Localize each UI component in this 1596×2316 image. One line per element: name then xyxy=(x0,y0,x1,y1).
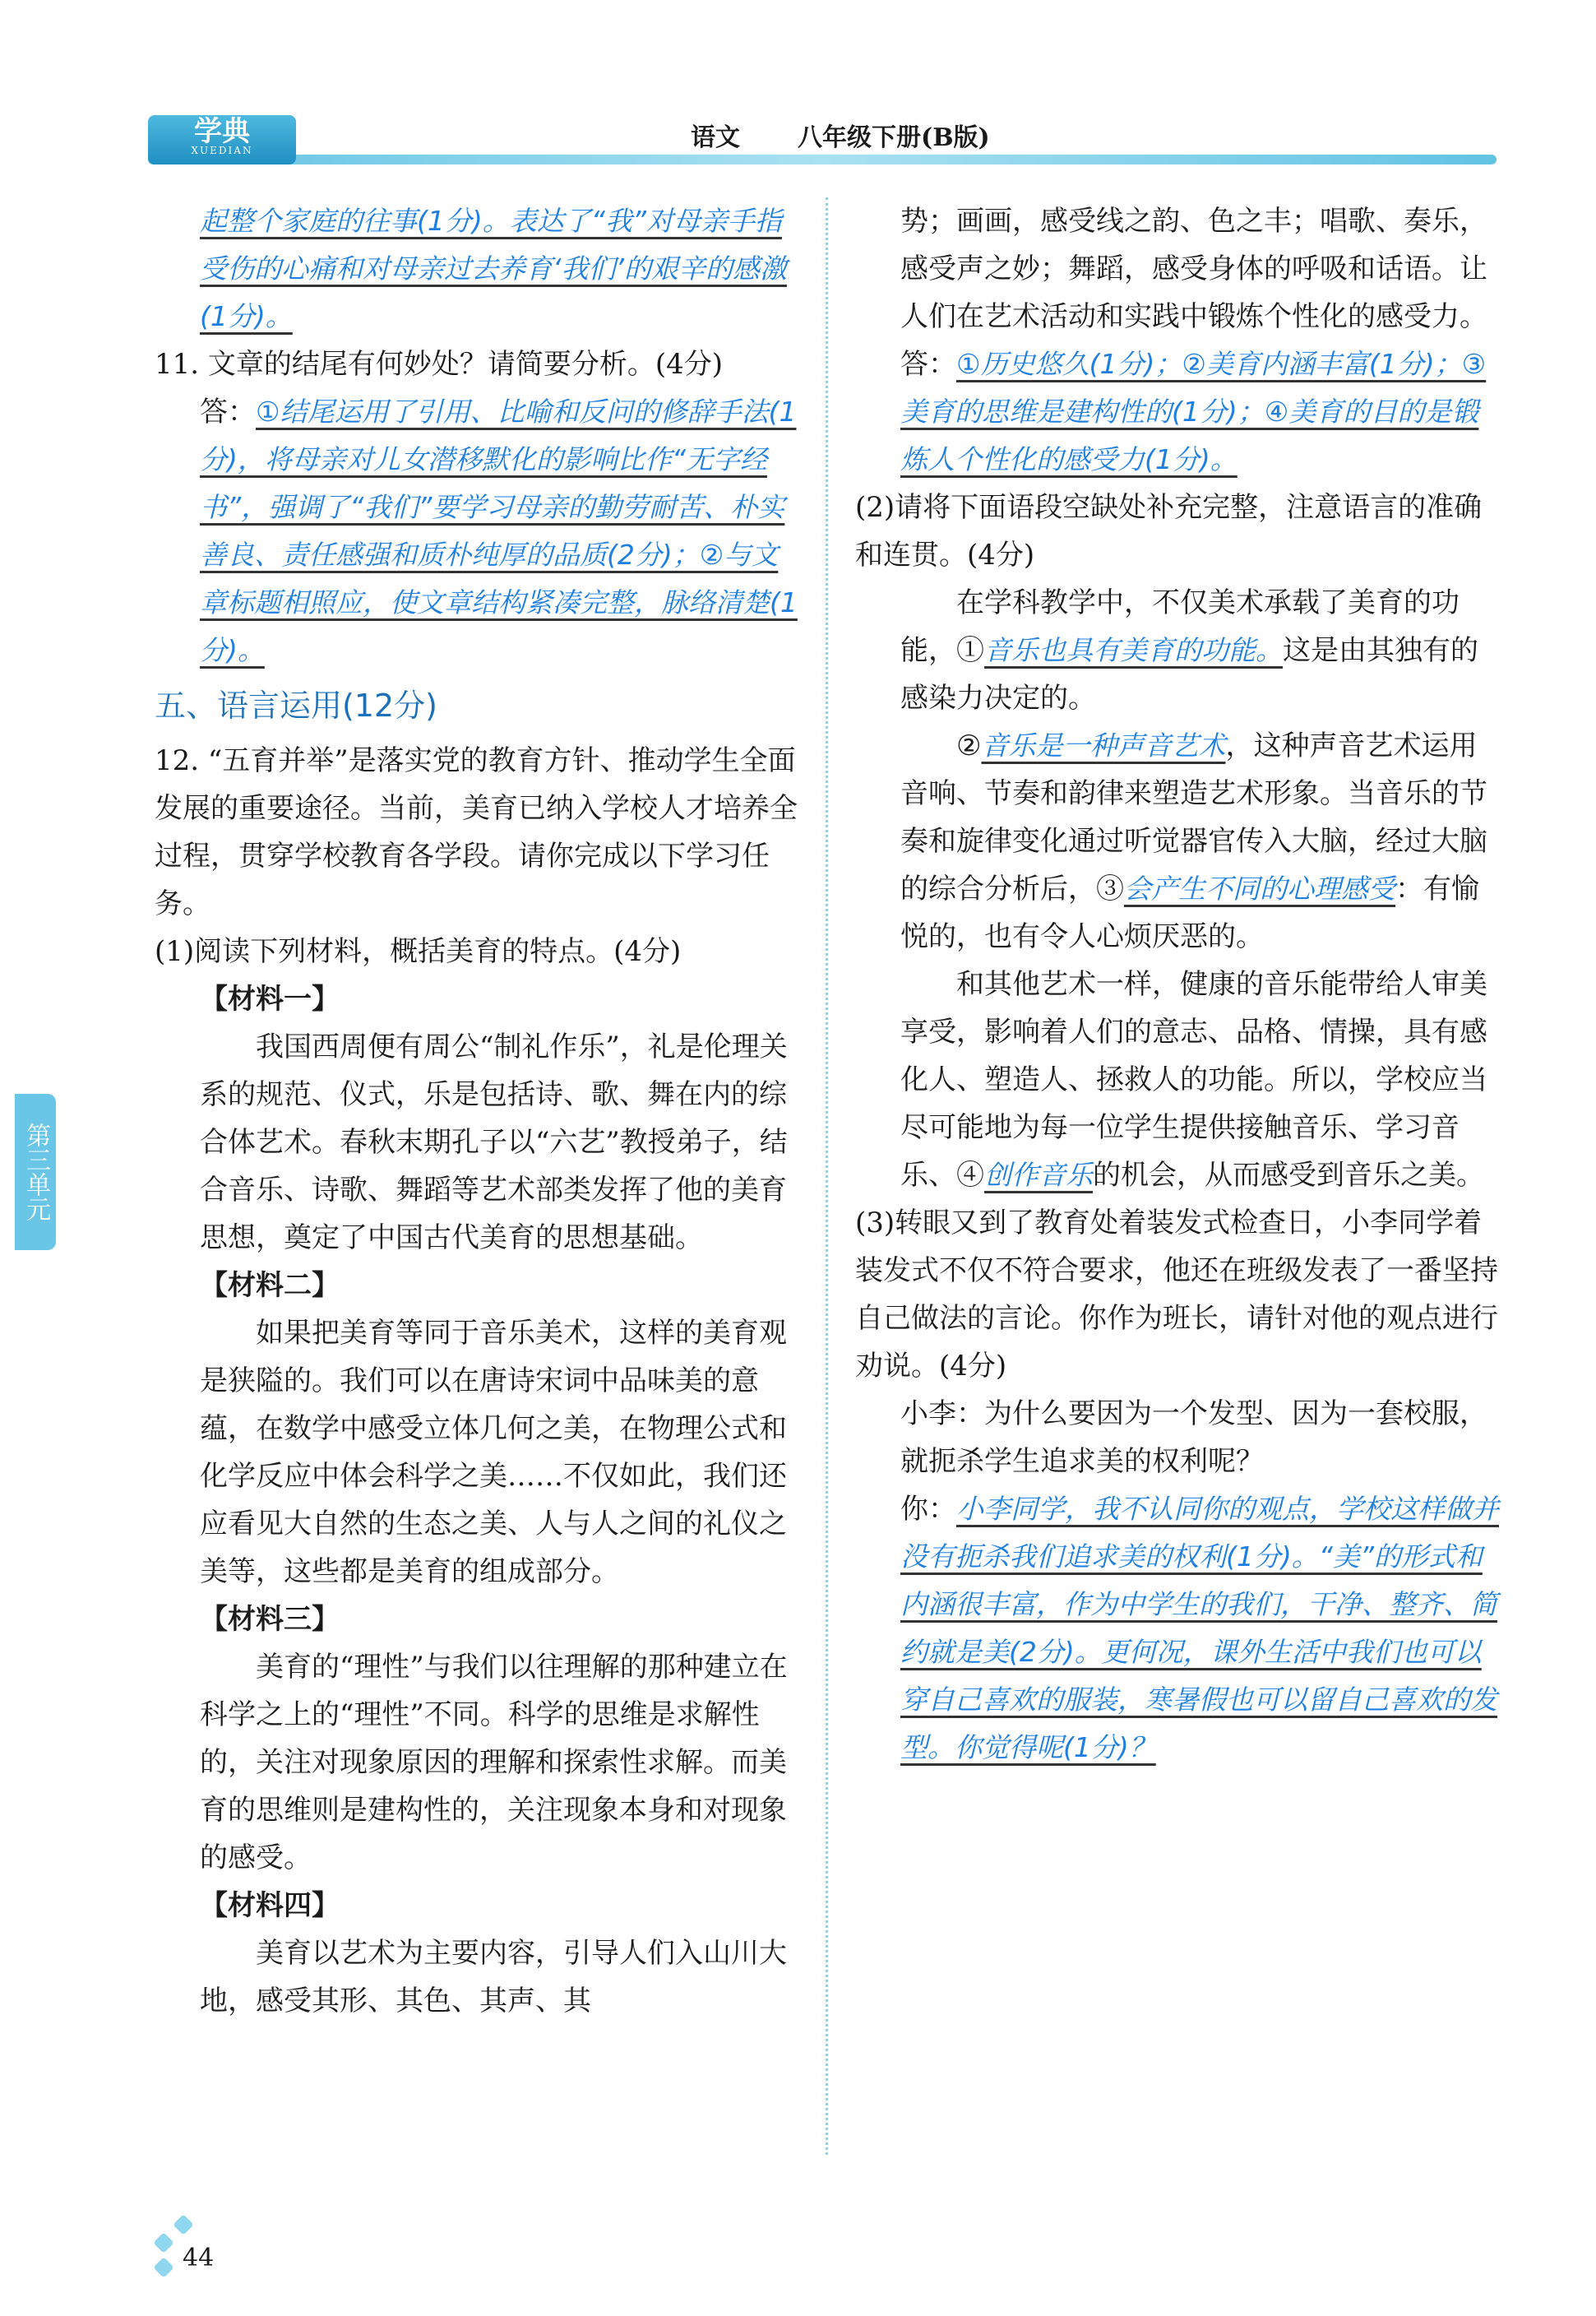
xiaoli-quote: 小李：为什么要因为一个发型、因为一套校服，就扼杀学生追求美的权利呢？ xyxy=(900,1397,1487,1478)
material-4-text: 美育以艺术为主要内容，引导人们入山川大地，感受其形、其色、其声、其 xyxy=(200,1937,787,2017)
decor-hex xyxy=(173,2214,193,2235)
answer-11: 答：①结尾运用了引用、比喻和反问的修辞手法(1分)，将母亲对儿女潜移默化的影响比作“无字经书”，强调了“我们”要学习母亲的勤劳耐苦、朴实善良、责任感强和质朴纯厚的品质(2分)；②与文章标题相照应，使文章结构紧凑完整，脉络清楚(1分)。 xyxy=(200,396,798,666)
decor-hex xyxy=(153,2232,173,2253)
decor-hex xyxy=(153,2257,173,2277)
page-number: 44 xyxy=(183,2244,215,2272)
brand-logo: 学典 XUEDIAN xyxy=(148,115,296,164)
fill-paragraph-1: 在学科教学中，不仅美术承载了美育的功能，①音乐也具有美育的功能。这是由其独有的感染力决定的。 xyxy=(900,586,1478,715)
material-2-text: 如果把美育等同于音乐美术，这样的美育观是狭隘的。我们可以在唐诗宋词中品味美的意蕴，在数学中感受立体几何之美，在物理公式和化学反应中体会科学之美……不仅如此，我们还应看见大自然的生态之美、人与人之间的礼仪之美等，这些都是美育的组成部分。 xyxy=(200,1317,787,1588)
column-divider xyxy=(826,197,828,2155)
material-3-text: 美育的“理性”与我们以往理解的那种建立在科学之上的“理性”不同。科学的思维是求解性的，关注对现象原因的理解和探索性求解。而美育的思维则是建构性的，关注现象本身和对现象的感受。 xyxy=(200,1651,788,1874)
fill-paragraph-3: 和其他艺术一样，健康的音乐能带给人审美享受，影响着人们的意志、品格、情操，具有感化人、塑造人、拯救人的功能。所以，学校应当尽可能地为每一位学生提供接触音乐、学习音乐、④创作音乐的机会，从而感受到音乐之美。 xyxy=(900,968,1487,1192)
answer-12-1: 答：①历史悠久(1分)；②美育内涵丰富(1分)；③美育的思维是建构性的(1分)；④美育的目的是锻炼人个性化的感受力(1分)。 xyxy=(900,348,1487,475)
question-12: 12. “五育并举”是落实党的教育方针、推动学生全面发展的重要途径。当前，美育已纳入学校人才培养全过程，贯穿学校教育各学段。请你完成以下学习任务。 xyxy=(155,744,798,920)
answer-12-3: 你：小李同学，我不认同你的观点，学校这样做并没有扼杀我们追求美的权利(1分)。“美”的形式和内涵很丰富，作为中学生的我们，干净、整齐、简约就是美(2分)。更何况，课外生活中我们也可以穿自己喜欢的服装，寒暑假也可以留自己喜欢的发型。你觉得呢(1分)？ xyxy=(900,1493,1499,1763)
left-column xyxy=(155,197,804,2025)
header-bar xyxy=(148,155,1497,164)
grade-label: 八年级下册(B版) xyxy=(798,123,990,152)
material-4-title: 【材料四】 xyxy=(200,1889,340,1922)
question-12-2: (2)请将下面语段空缺处补充完整，注意语言的准确和连贯。(4分) xyxy=(855,491,1483,572)
subject-label: 语文 xyxy=(691,123,740,152)
material-2-title: 【材料二】 xyxy=(200,1269,340,1302)
page-header xyxy=(148,115,1497,171)
material-1-text: 我国西周便有周公“制礼作乐”，礼是伦理关系的规范、仪式，乐是包括诗、歌、舞在内的综合体艺术。春秋末期孔子以“六艺”教授弟子，结合音乐、诗歌、舞蹈等艺术部类发挥了他的美育思想，奠定了中国古代美育的思想基础。 xyxy=(200,1031,788,1254)
right-column xyxy=(855,197,1505,1772)
question-12-1: (1)阅读下列材料，概括美育的特点。(4分) xyxy=(155,935,682,968)
fill-paragraph-2: ②音乐是一种声音艺术，这种声音艺术运用音响、节奏和韵律来塑造艺术形象。当音乐的节奏和旋律变化通过听觉器官传入大脑，经过大脑的综合分析后，③会产生不同的心理感受：有愉悦的，也有令人心烦厌恶的。 xyxy=(900,730,1487,953)
material-3-title: 【材料三】 xyxy=(200,1603,340,1636)
section-title: 五、语言运用(12分) xyxy=(155,688,438,724)
material-1-title: 【材料一】 xyxy=(200,983,340,1016)
unit-side-tab: 第三单元 xyxy=(15,1094,56,1250)
material-4-continued: 势；画画，感受线之韵、色之丰；唱歌、奏乐，感受声之妙；舞蹈，感受身体的呼吸和话语。让人们在艺术活动和实践中锻炼个性化的感受力。 xyxy=(900,205,1487,333)
question-11: 11. 文章的结尾有何妙处？请简要分析。(4分) xyxy=(155,348,724,381)
prev-answer: 起整个家庭的往事(1分)。表达了“我”对母亲手指受伤的心痛和对母亲过去养育‘我们’的艰辛的感激(1分)。 xyxy=(200,205,787,332)
question-12-3: (3)转眼又到了教育处着装发式检查日，小李同学着装发式不仅不符合要求，他还在班级发表了一番坚持自己做法的言论。你作为班长，请针对他的观点进行劝说。(4分) xyxy=(855,1207,1498,1383)
